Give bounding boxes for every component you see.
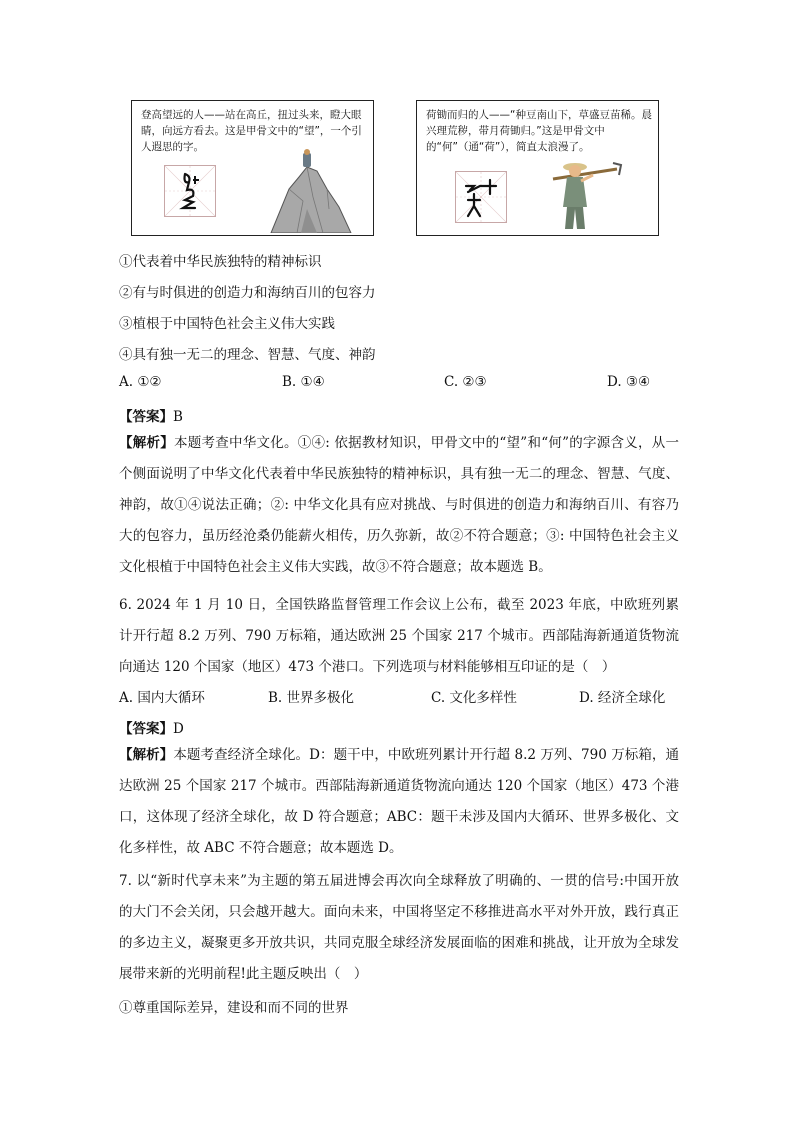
q6-option-d: D. 经济全球化 bbox=[579, 690, 666, 706]
person-on-hill-figure-icon bbox=[267, 149, 353, 233]
q5-statement-1: ①代表着中华民族独特的精神标识 bbox=[119, 254, 322, 270]
answer-label: 【答案】 bbox=[119, 721, 173, 737]
q7-statement-1: ①尊重国际差异，建设和而不同的世界 bbox=[119, 1000, 349, 1016]
illustration-panel-wang bbox=[131, 100, 374, 236]
q6-stem: 6. 2024 年 1 月 10 日，全国铁路监督管理工作会议上公布，截至 2023 年底，中欧班列累计开行超 8.2 万列、790 万标箱，通达欧洲 25 个国家 217 个城市。西部陆海新通道货物流向通达 120 个国家（地区）473 个港口。下列选项与材料能够相互印证的是（ ） bbox=[119, 597, 679, 675]
illustration-panel-he bbox=[416, 100, 659, 236]
q5-option-b: B. ①④ bbox=[282, 374, 325, 390]
panel-caption-he: 荷锄而归的人——“种豆南山下，草盛豆苗稀。晨兴理荒秽，带月荷锄归。”这是甲骨文中的“何”（通“荷”），简直太浪漫了。 bbox=[426, 109, 652, 153]
q6-answer bbox=[119, 717, 184, 737]
q5-option-c: C. ②③ bbox=[444, 374, 487, 390]
q5-option-d: D. ③④ bbox=[607, 374, 651, 390]
q5-analysis bbox=[119, 428, 679, 583]
analysis-label: 【解析】 bbox=[119, 435, 175, 451]
q6-analysis bbox=[119, 740, 679, 864]
q5-option-a: A. ①② bbox=[119, 374, 162, 390]
analysis-text: 本题考查经济全球化。D：题干中，中欧班列累计开行超 8.2 万列、790 万标箱，通达欧洲 25 个国家 217 个城市。西部陆海新通道货物流向通达 120 个国家（地区）473 个港口，这体现了经济全球化，故 D 符合题意；ABC：题干未涉及国内大循环、世界多极化、文化多样性，故 ABC 不符合题意；故本题选 D。 bbox=[119, 747, 680, 856]
analysis-label: 【解析】 bbox=[119, 747, 174, 763]
oracle-bone-he-glyph-icon bbox=[455, 171, 507, 223]
q7-stem: 7. 以“新时代享未来”为主题的第五届进博会再次向全球释放了明确的、一贯的信号:中国开放的大门不会关闭，只会越开越大。面向未来，中国将坚定不移推进高水平对外开放，践行真正的多边主义，凝聚更多开放共识，共同克服全球经济发展面临的困难和挑战，让开放为全球发展带来新的光明前程!此主题反映出（ ） bbox=[119, 873, 679, 982]
person-carrying-hoe-figure-icon bbox=[545, 149, 625, 233]
oracle-bone-wang-glyph-icon bbox=[164, 165, 216, 217]
q6-option-a: A. 国内大循环 bbox=[119, 690, 205, 706]
q5-statement-2: ②有与时俱进的创造力和海纳百川的包容力 bbox=[119, 285, 376, 301]
q5-answer bbox=[119, 405, 183, 425]
q5-statement-4: ④具有独一无二的理念、智慧、气度、神韵 bbox=[119, 347, 376, 363]
answer-value: B bbox=[173, 409, 183, 425]
q6-option-b: B. 世界多极化 bbox=[268, 690, 355, 706]
answer-value: D bbox=[173, 721, 184, 737]
q5-statement-3: ③植根于中国特色社会主义伟大实践 bbox=[119, 316, 335, 332]
analysis-text: 本题考查中华文化。①④: 依据教材知识，甲骨文中的“望”和“何”的字源含义，从一个侧面说明了中华文化代表着中华民族独特的精神标识，具有独一无二的理念、智慧、气度、神韵，故①④说法正确；②: 中华文化具有应对挑战、与时俱进的创造力和海纳百川、有容乃大的包容力，虽历经沧桑仍能薪火相传，历久弥新，故②不符合题意；③: 中国特色社会主义文化根植于中国特色社会主义伟大实践，故③不符合题意；故本题选 B。 bbox=[119, 435, 680, 575]
answer-label: 【答案】 bbox=[119, 409, 173, 425]
panel-caption-wang: 登高望远的人——站在高丘，扭过头来，瞪大眼睛，向远方看去。这是甲骨文中的“望”，一个引人遐思的字。 bbox=[141, 109, 362, 153]
q6-option-c: C. 文化多样性 bbox=[431, 690, 517, 706]
